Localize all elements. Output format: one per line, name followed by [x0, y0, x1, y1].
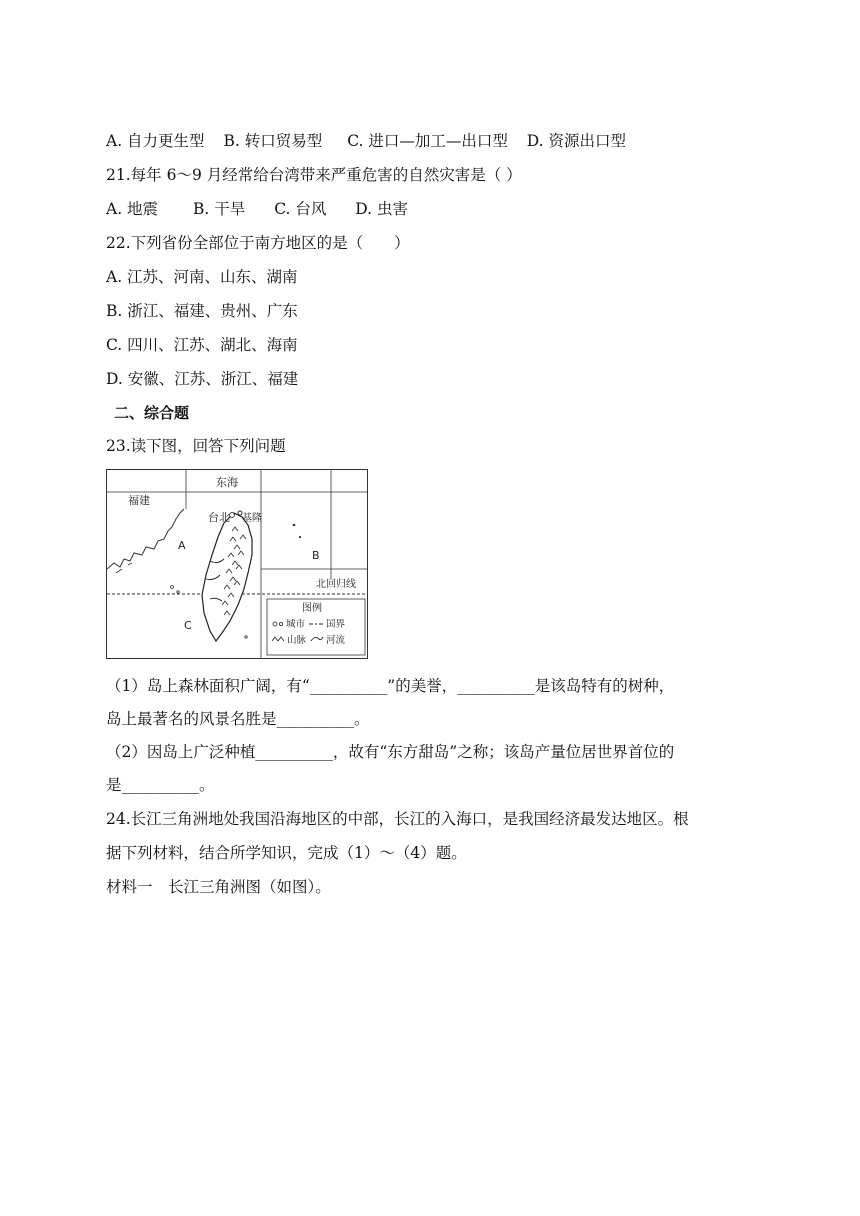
q23-part2-line1: （2）因岛上广泛种植__________，故有“东方甜岛”之称；该岛产量位居世界首位的 — [106, 743, 675, 761]
q22-option-a: A. 江苏、河南、山东、湖南 — [106, 268, 298, 286]
legend-mountain: 山脉 — [287, 635, 307, 646]
map-label-a: A — [178, 539, 186, 552]
q23-part1-line1: （1）岛上森林面积广阔，有“__________”的美誉，__________是该岛特有的树种， — [106, 677, 675, 695]
q23-part1-line2: 岛上最著名的风景名胜是__________。 — [106, 710, 370, 728]
q24-line2: 据下列材料，结合所学知识，完成（1）～（4）题。 — [106, 844, 467, 862]
q21-option-a: A. 地震 — [106, 200, 159, 218]
q21-question: 21.每年 6～9 月经常给台湾带来严重危害的自然灾害是（ ） — [106, 166, 522, 184]
map-label-b: B — [312, 549, 320, 562]
map-label-c: C — [184, 619, 192, 632]
legend-city: 城市 — [286, 619, 306, 630]
q20-options — [106, 131, 626, 151]
q22-question: 22.下列省份全部位于南方地区的是（ ） — [106, 234, 410, 252]
q24-material: 材料一 长江三角洲图（如图）。 — [106, 878, 331, 896]
map-legend — [267, 599, 365, 655]
q21-option-d: D. 虫害 — [355, 200, 409, 218]
q23-question: 23.读下图，回答下列问题 — [106, 437, 286, 455]
q22-option-d: D. 安徽、江苏、浙江、福建 — [106, 370, 299, 388]
legend-title: 图例 — [302, 603, 322, 614]
q20-option-a: A. 自力更生型 — [106, 132, 205, 150]
q20-option-c: C. 进口—加工—出口型 — [347, 132, 508, 150]
map-label-east-sea: 东海 — [216, 476, 238, 489]
q23-part2-line2: 是__________。 — [106, 776, 215, 794]
q21-option-c: C. 台风 — [274, 200, 327, 218]
q21-option-b: B. 干旱 — [193, 200, 246, 218]
map-label-fujian: 福建 — [128, 494, 150, 507]
legend-border: 国界 — [326, 619, 346, 630]
taipei-city-marker — [230, 513, 235, 518]
taiwan-map — [106, 469, 368, 659]
map-label-taipei: 台北 — [208, 511, 230, 524]
q22-option-c: C. 四川、江苏、湖北、海南 — [106, 336, 298, 354]
legend-river: 河流 — [326, 635, 346, 646]
q24-line1: 24.长江三角洲地处我国沿海地区的中部，长江的入海口，是我国经济最发达地区。根 — [106, 810, 689, 828]
q22-option-b: B. 浙江、福建、贵州、广东 — [106, 302, 298, 320]
q20-option-d: D. 资源出口型 — [526, 132, 627, 150]
map-label-keelung: 基隆 — [242, 513, 262, 524]
q21-options — [106, 199, 408, 219]
section-heading: 二、综合题 — [114, 404, 190, 422]
q20-option-b: B. 转口贸易型 — [223, 132, 323, 150]
map-label-tropic: 北回归线 — [316, 579, 356, 590]
